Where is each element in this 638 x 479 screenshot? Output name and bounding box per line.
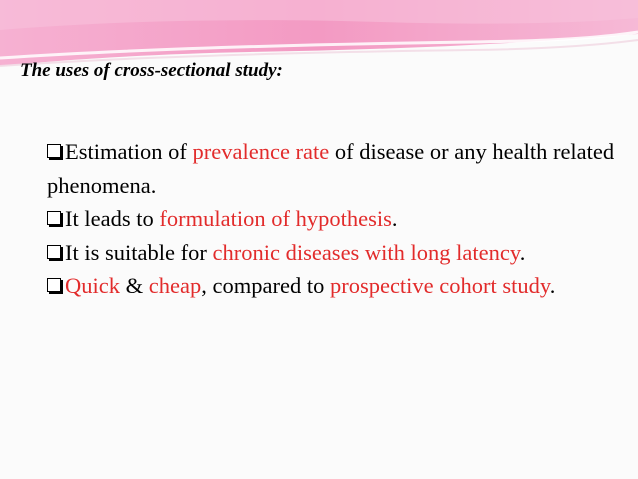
highlight-text: cheap [148, 273, 202, 298]
bullet-list [47, 135, 632, 303]
item-text: , compared to [201, 273, 330, 298]
checkbox-bullet-icon [47, 245, 61, 259]
decorative-header-band [0, 0, 638, 68]
highlight-text: chronic diseases with long latency [212, 239, 520, 265]
list-item [47, 236, 632, 270]
checkbox-bullet-icon [47, 211, 61, 225]
item-text: & [120, 273, 149, 298]
item-text: . [549, 273, 556, 298]
list-item [47, 269, 632, 303]
slide-title: The uses of cross-sectional study: [20, 60, 283, 81]
checkbox-bullet-icon [47, 278, 61, 292]
item-text: It leads to [65, 206, 160, 231]
list-item [47, 202, 632, 236]
item-text: Estimation of [65, 139, 193, 164]
highlight-text: formulation of hypothesis [159, 206, 392, 231]
item-text: . [519, 239, 526, 265]
highlight-text: prevalence rate [192, 139, 330, 164]
checkbox-bullet-icon [47, 144, 61, 158]
item-text: . [391, 206, 398, 231]
item-text: of disease or any health related phenomena. [47, 139, 615, 198]
highlight-text: Quick [65, 273, 120, 298]
highlight-text: prospective cohort study [329, 273, 550, 298]
list-item [47, 135, 632, 202]
item-text: It is suitable for [65, 239, 213, 265]
